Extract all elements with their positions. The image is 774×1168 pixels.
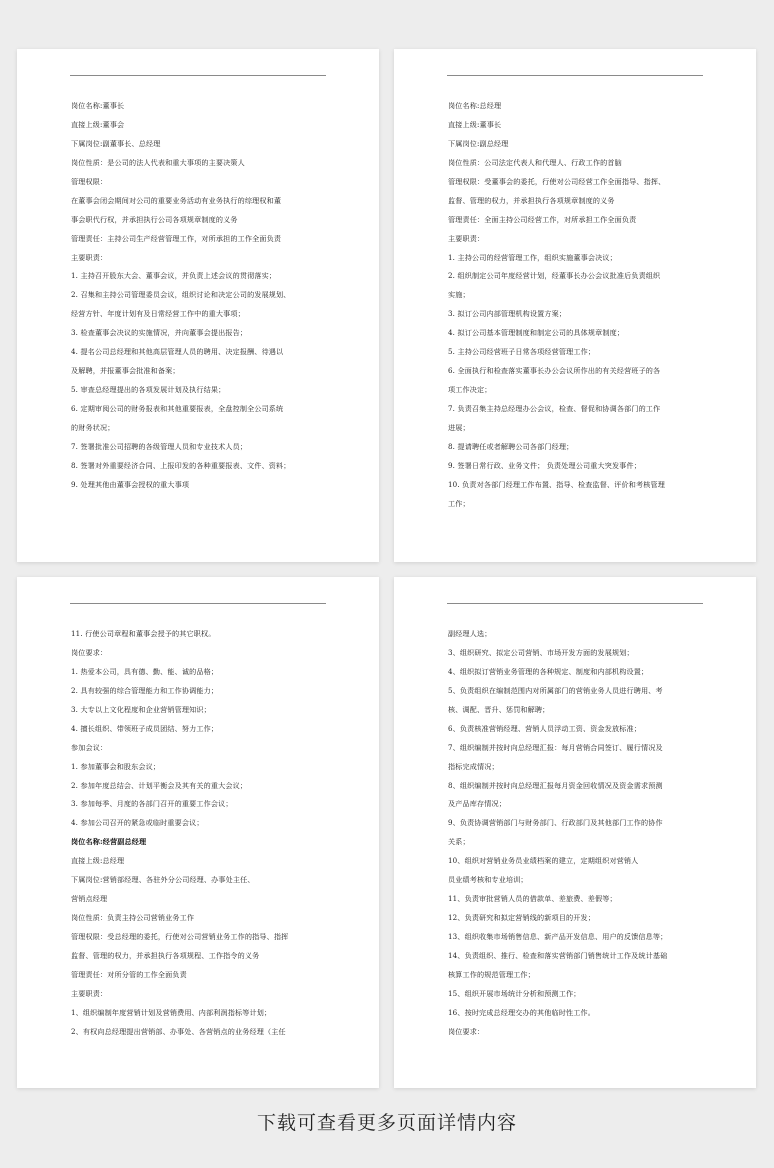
text-line: 岗位名称:总经理 bbox=[448, 101, 502, 110]
text-line: 直接上级:董事会 bbox=[71, 119, 125, 129]
text-line: 管理责任：主持公司生产经营管理工作，对所承担的工作全面负责 bbox=[71, 233, 282, 243]
text-line: 管理责任：全面主持公司经营工作，对所承担工作全面负责 bbox=[448, 214, 637, 224]
text-line: 13、组织收集市场销售信息、新产品开发信息、用户的反馈信息等； bbox=[448, 932, 668, 941]
page-header-rule bbox=[70, 603, 326, 604]
text-line: 4. 参加公司召开的紧急或临时重要会议； bbox=[71, 818, 204, 828]
text-line: 管理权限：受董事会的委托，行使对公司经营工作全面指导、指挥、 bbox=[448, 176, 666, 186]
text-line: 1、组织编制年度营销计划及营销费用、内部利润指标等计划； bbox=[71, 1007, 272, 1017]
text-line: 副经理人选； bbox=[448, 629, 492, 638]
text-line: 4. 提名公司总经理和其他高层管理人员的聘用、决定报酬、待遇以 bbox=[71, 347, 284, 357]
text-line: 1. 主持召开股东大会、董事会议，并负责上述会议的贯彻落实； bbox=[71, 271, 277, 281]
text-line: 15、组织开展市场统计分析和预测工作； bbox=[448, 988, 581, 998]
text-line: 主要职责： bbox=[71, 252, 108, 262]
text-line: 9. 签署日常行政、业务文件； 负责处理公司重大突发事件； bbox=[448, 460, 641, 470]
text-line: 2. 参加年度总结会、计划平衡会及其有关的重大会议； bbox=[71, 780, 248, 790]
page-text bbox=[71, 97, 333, 495]
text-line: 参加会议： bbox=[71, 742, 108, 752]
text-line: 6、负责核准营销经理、营销人员浮动工资、资金发放标准； bbox=[448, 723, 641, 733]
text-line: 9. 处理其他由董事会授权的重大事项 bbox=[71, 479, 190, 489]
text-line: 监督、管理的权力，并承担执行各项规程、工作指令的义务 bbox=[71, 950, 260, 960]
text-line: 管理责任：对所分管的工作全面负责 bbox=[71, 969, 187, 979]
text-line: 2. 召集和主持公司管理委员会议，组织讨论和决定公司的发展规划、 bbox=[71, 290, 291, 300]
text-line: 10. 负责对各部门经理工作布置、指导、检查监督、评价和考核管理 bbox=[448, 479, 665, 489]
page-text bbox=[448, 625, 710, 1042]
page-header-rule bbox=[447, 603, 703, 604]
text-line: 经营方针、年度计划有及日常经营工作中的重大事项； bbox=[71, 309, 245, 319]
text-line: 岗位要求： bbox=[448, 1026, 485, 1036]
text-line: 2. 具有较强的综合管理能力和工作协调能力； bbox=[71, 685, 219, 695]
text-line: 事会职代行权，并承担执行公司各项规章制度的义务 bbox=[71, 214, 238, 224]
text-line: 员业绩考核和专业培训； bbox=[448, 875, 528, 885]
text-line: 进展； bbox=[448, 422, 470, 432]
document-page-1 bbox=[17, 49, 379, 562]
text-line: 7. 负责召集主持总经理办公会议，检查、督促和协调各部门的工作 bbox=[448, 404, 661, 413]
text-line: 监督、管理的权力，并承担执行各项规章制度的义务 bbox=[448, 195, 615, 205]
text-line: 10、组织对营销业务员业绩档案的建立，定期组织对营销人 bbox=[448, 856, 639, 866]
text-line: 12、负责研究和拟定营销线的新项目的开发； bbox=[448, 913, 595, 923]
page-text bbox=[448, 97, 710, 514]
text-line: 2、有权向总经理提出营销部、办事处、各营销点的业务经理（主任 bbox=[71, 1026, 286, 1036]
text-line: 及解聘，并报董事会批准和备案； bbox=[71, 366, 180, 376]
text-line: 下属岗位:副董事长、总经理 bbox=[71, 138, 161, 148]
text-line: 8. 签署对外重要经济合同、上报印发的各种重要报表、文件、资料； bbox=[71, 460, 291, 470]
text-line: 实施； bbox=[448, 290, 470, 300]
text-line: 直接上级:董事长 bbox=[448, 119, 502, 129]
text-line: 8. 提请聘任或者解聘公司各部门经理； bbox=[448, 441, 574, 451]
text-line: 1. 主持公司的经营管理工作，组织实施董事会决议； bbox=[448, 252, 617, 262]
text-line: 岗位名称:董事长 bbox=[71, 101, 125, 110]
document-page-2 bbox=[394, 49, 756, 562]
text-line: 3. 大专以上文化程度和企业营销管理知识； bbox=[71, 704, 211, 714]
page-header-rule bbox=[447, 75, 703, 76]
text-line: 主要职责： bbox=[448, 233, 485, 243]
text-line: 7、组织编制并按时向总经理汇报：每月营销合同签订、履行情况及 bbox=[448, 742, 663, 752]
text-line: 8、组织编制并按时向总经理汇报每月资金回收情况及资金需求预测 bbox=[448, 780, 663, 790]
text-line: 9、负责协调营销部门与财务部门、行政部门及其他部门工作的协作 bbox=[448, 818, 663, 828]
text-line: 1. 热爱本公司，具有德、勤、能、诚的品格； bbox=[71, 666, 219, 676]
text-line: 关系； bbox=[448, 837, 470, 847]
text-line: 3、组织研究、拟定公司营销、市场开发方面的发展规划； bbox=[448, 647, 634, 657]
text-line: 2. 组织制定公司年度经营计划，经董事长办公会议批准后负责组织 bbox=[448, 271, 661, 281]
text-line: 指标完成情况； bbox=[448, 761, 499, 771]
text-line: 5、负责组织在编制范围内对所属部门的营销业务人员进行聘用、考 bbox=[448, 685, 663, 695]
text-line: 主要职责： bbox=[71, 988, 108, 998]
text-line: 岗位要求： bbox=[71, 647, 108, 657]
text-line: 的财务状况； bbox=[71, 422, 115, 432]
text-line: 4、组织拟订营销业务管理的各种规定、制度和内部机构设置； bbox=[448, 666, 649, 676]
text-line: 岗位名称:经营副总经理 bbox=[71, 837, 147, 847]
text-line: 5. 主持公司经营班子日常各项经营管理工作； bbox=[448, 347, 596, 357]
text-line: 4. 擅长组织、带领班子成员团结、努力工作； bbox=[71, 723, 219, 733]
text-line: 核算工作的规范管理工作； bbox=[448, 969, 535, 979]
text-line: 岗位性质：负责主持公司营销业务工作 bbox=[71, 913, 195, 923]
text-line: 11、负责审批营销人员的借款单、差旅费、差假等； bbox=[448, 894, 617, 904]
text-line: 项工作决定； bbox=[448, 385, 492, 395]
text-line: 工作； bbox=[448, 498, 470, 508]
text-line: 管理权限： bbox=[71, 176, 108, 186]
page-header-rule bbox=[70, 75, 326, 76]
text-line: 岗位性质：是公司的法人代表和重大事项的主要决策人 bbox=[71, 157, 245, 167]
text-line: 11. 行使公司章程和董事会授予的其它职权。 bbox=[71, 629, 216, 638]
page-text bbox=[71, 625, 333, 1042]
text-line: 16、按时完成总经理交办的其他临时性工作。 bbox=[448, 1007, 595, 1017]
text-line: 7. 签署批准公司招聘的各级管理人员和专业技术人员； bbox=[71, 441, 248, 451]
text-line: 1. 参加董事会和股东会议； bbox=[71, 761, 161, 771]
text-line: 下属岗位:副总经理 bbox=[448, 138, 509, 148]
text-line: 及产品库存情况； bbox=[448, 799, 506, 809]
text-line: 6. 全面执行和检查落实董事长办公会议所作出的有关经营班子的各 bbox=[448, 366, 661, 376]
document-page-4 bbox=[394, 577, 756, 1088]
text-line: 5. 审查总经理提出的各项发展计划及执行结果； bbox=[71, 385, 226, 395]
document-page-3 bbox=[17, 577, 379, 1088]
text-line: 营销点经理 bbox=[71, 894, 108, 904]
text-line: 14、负责组织、推行、检查和落实营销部门销售统计工作及统计基础 bbox=[448, 950, 668, 960]
download-more-caption: 下载可查看更多页面详情内容 bbox=[256, 1112, 517, 1134]
text-line: 核、调配、晋升、惩罚和解聘； bbox=[448, 704, 550, 714]
text-line: 3. 参加每季、月度的各部门召开的重要工作会议； bbox=[71, 799, 233, 809]
text-line: 4. 拟订公司基本管理制度和制定公司的具体规章制度； bbox=[448, 328, 625, 338]
text-line: 3. 拟订公司内部管理机构设置方案； bbox=[448, 309, 567, 319]
text-line: 岗位性质：公司法定代表人和代理人、行政工作的首脑 bbox=[448, 157, 622, 167]
text-line: 3. 检查董事会决议的实施情况，并向董事会提出报告； bbox=[71, 328, 248, 338]
text-line: 管理权限：受总经理的委托，行使对公司营销业务工作的指导、指挥 bbox=[71, 932, 289, 941]
text-line: 下属岗位:营销部经理、各驻外分公司经理、办事处主任、 bbox=[71, 875, 255, 885]
text-line: 在董事会闭会期间对公司的重要业务活动有业务执行的综理权和董 bbox=[71, 195, 282, 205]
text-line: 直接上级:总经理 bbox=[71, 856, 125, 866]
text-line: 6. 定期审阅公司的财务报表和其他重要报表，全盘控制全公司系统 bbox=[71, 404, 284, 413]
